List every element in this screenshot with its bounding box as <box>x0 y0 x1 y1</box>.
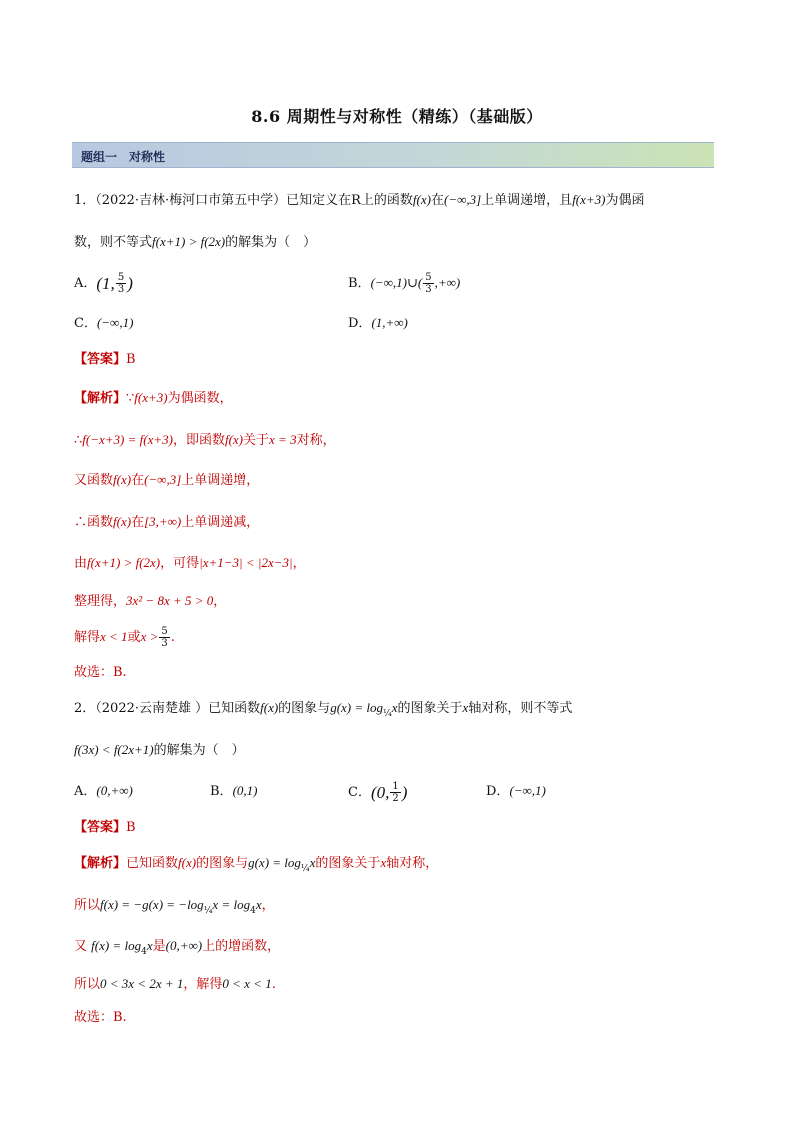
q2-option-a[interactable]: A．(0,+∞) <box>74 783 133 799</box>
q2-analysis-line2: 所以$f(x) = -g(x) = -\log_{\frac{1}{4}}x = \log_4x$， <box>74 897 275 916</box>
q2-conclusion: 故选：B. <box>74 1010 127 1025</box>
q1-option-d[interactable]: D．(1,+∞) <box>348 315 408 331</box>
q1-option-c[interactable]: C．(−∞,1) <box>74 315 134 331</box>
section-title: 题组一 对称性 <box>81 150 166 164</box>
q2-analysis-line1: 【解析】已知函数f(x)的图象与$g(x) = \log_{\frac{1}{4}}x$的图象关于x轴对称， <box>74 855 439 874</box>
q1-analysis-line4: ∴函数f(x)在[3,+∞)上单调递减， <box>74 514 260 530</box>
q1-analysis-line1: 【解析】∵f(x+3)为偶函数， <box>74 390 233 406</box>
section-header <box>72 142 714 168</box>
q1-option-a[interactable]: A．(1, $\frac{5}{3}$ ) <box>74 272 133 295</box>
fraction: $\frac{5}{3}$ <box>161 626 168 649</box>
fraction: $\frac{1}{2}$ <box>392 781 399 804</box>
q2-option-b[interactable]: B．(0,1) <box>210 783 258 799</box>
q1-analysis-line3: 又函数f(x)在(−∞,3]上单调递增， <box>74 472 260 488</box>
q1-stem-line2: 数，则不等式f(x+1) > f(2x)的解集为（ ） <box>74 234 317 250</box>
q2-answer: 【答案】B <box>74 820 136 835</box>
q1-analysis-line7: 解得x < 1或x > $\frac{5}{3}$ . <box>74 626 175 649</box>
q1-option-b[interactable]: B．(−∞,1)∪( $\frac{5}{3}$ ,+∞) <box>348 272 461 295</box>
q2-stem-line2: f(3x) < f(2x+1)的解集为（ ） <box>74 742 245 758</box>
q2-analysis-line4: 所以0 < 3x < 2x + 1，解得0 < x < 1. <box>74 976 276 992</box>
q1-conclusion: 故选：B. <box>74 665 127 680</box>
q1-analysis-line5: 由f(x+1) > f(2x)，可得|x+1−3| < |2x−3|， <box>74 555 306 571</box>
q2-option-c[interactable]: C．(0, $\frac{1}{2}$ ) <box>348 781 408 804</box>
q1-analysis-line2: ∴f(−x+3) = f(x+3)，即函数f(x)关于x = 3对称， <box>74 432 336 448</box>
q2-option-d[interactable]: D．(−∞,1) <box>486 783 546 799</box>
q2-stem-line1: 2．（2022·云南楚雄 ）已知函数f(x)的图象与$g(x) = \log_{\frac{1}{4}}x$的图象关于x轴对称，则不等式 <box>74 700 573 719</box>
q1-answer: 【答案】B <box>74 352 136 367</box>
q1-stem-line1: 1．（2022·吉林·梅河口市第五中学）已知定义在R上的函数f(x)在(−∞,3]上单调递增，且f(x+3)为偶函 <box>74 192 645 208</box>
fraction: $\frac{5}{3}$ <box>425 272 432 295</box>
q2-analysis-line3: 又 $f(x) = \log_4x$是(0,+∞)上的增函数， <box>74 938 281 957</box>
page-title: 8.6 周期性与对称性（精练）（基础版） <box>251 107 543 126</box>
fraction: $\frac{5}{3}$ <box>117 272 125 295</box>
q1-analysis-line6: 整理得，3x² − 8x + 5 > 0， <box>74 593 227 609</box>
